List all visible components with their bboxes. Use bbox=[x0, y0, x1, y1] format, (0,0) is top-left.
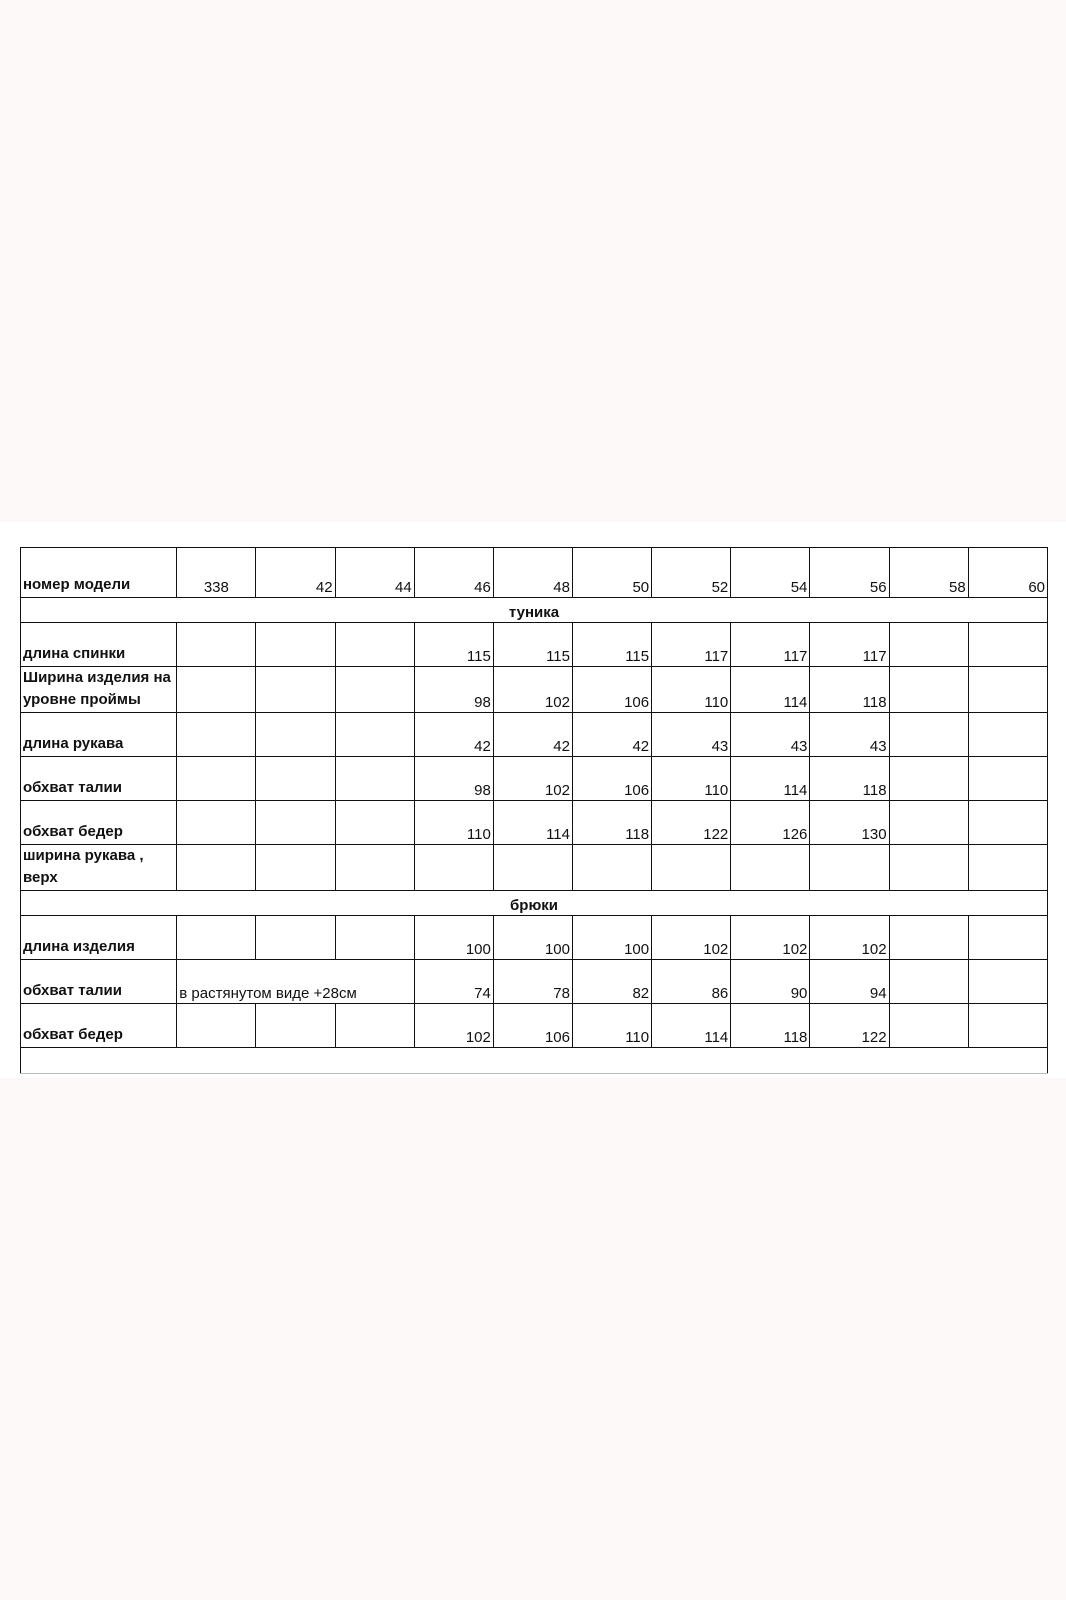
value-cell: 102 bbox=[493, 667, 572, 713]
value-cell: 114 bbox=[493, 801, 572, 845]
value-cell: 43 bbox=[652, 713, 731, 757]
size-cell: 60 bbox=[968, 548, 1047, 598]
size-cell: 48 bbox=[493, 548, 572, 598]
value-cell: 110 bbox=[652, 757, 731, 801]
value-cell: 43 bbox=[810, 713, 889, 757]
value-cell bbox=[256, 1004, 335, 1048]
value-cell: 126 bbox=[731, 801, 810, 845]
value-cell bbox=[968, 916, 1047, 960]
value-cell bbox=[493, 845, 572, 891]
table-row bbox=[21, 667, 1048, 713]
table-row bbox=[21, 960, 1048, 1004]
value-cell bbox=[177, 667, 256, 713]
value-cell: 130 bbox=[810, 801, 889, 845]
size-cell: 50 bbox=[572, 548, 651, 598]
section-title: туника bbox=[21, 598, 1048, 623]
value-cell: 114 bbox=[652, 1004, 731, 1048]
value-cell: 42 bbox=[414, 713, 493, 757]
value-cell bbox=[968, 1004, 1047, 1048]
value-cell bbox=[335, 667, 414, 713]
value-cell: 90 bbox=[731, 960, 810, 1004]
value-cell: 102 bbox=[810, 916, 889, 960]
value-cell: 102 bbox=[414, 1004, 493, 1048]
size-cell: 52 bbox=[652, 548, 731, 598]
section-title: брюки bbox=[21, 891, 1048, 916]
value-cell bbox=[256, 623, 335, 667]
value-cell: 100 bbox=[572, 916, 651, 960]
value-cell: 115 bbox=[414, 623, 493, 667]
value-cell: 78 bbox=[493, 960, 572, 1004]
value-cell bbox=[889, 845, 968, 891]
table-row bbox=[21, 1004, 1048, 1048]
value-cell: 114 bbox=[731, 757, 810, 801]
size-cell: 46 bbox=[414, 548, 493, 598]
value-cell bbox=[889, 713, 968, 757]
value-cell bbox=[177, 916, 256, 960]
header-row bbox=[21, 548, 1048, 598]
value-cell: 110 bbox=[652, 667, 731, 713]
value-cell bbox=[256, 667, 335, 713]
value-cell: 106 bbox=[493, 1004, 572, 1048]
value-cell bbox=[256, 916, 335, 960]
row-label: обхват бедер bbox=[21, 1004, 177, 1048]
value-cell bbox=[335, 845, 414, 891]
row-label: длина изделия bbox=[21, 916, 177, 960]
value-cell: 110 bbox=[572, 1004, 651, 1048]
value-cell: 106 bbox=[572, 757, 651, 801]
value-cell bbox=[335, 757, 414, 801]
value-cell: 42 bbox=[493, 713, 572, 757]
value-cell bbox=[810, 845, 889, 891]
value-cell bbox=[968, 960, 1047, 1004]
row-label: обхват талии bbox=[21, 757, 177, 801]
value-cell bbox=[968, 757, 1047, 801]
table-body bbox=[21, 598, 1048, 1074]
value-cell bbox=[256, 801, 335, 845]
value-cell bbox=[652, 845, 731, 891]
size-cell: 54 bbox=[731, 548, 810, 598]
value-cell: 117 bbox=[731, 623, 810, 667]
row-note: в растянутом виде +28см bbox=[177, 960, 414, 1004]
value-cell bbox=[335, 916, 414, 960]
value-cell: 82 bbox=[572, 960, 651, 1004]
value-cell bbox=[177, 713, 256, 757]
value-cell: 100 bbox=[493, 916, 572, 960]
value-cell: 118 bbox=[810, 667, 889, 713]
value-cell bbox=[968, 667, 1047, 713]
value-cell: 106 bbox=[572, 667, 651, 713]
value-cell bbox=[572, 845, 651, 891]
row-label: длина рукава bbox=[21, 713, 177, 757]
value-cell bbox=[889, 757, 968, 801]
table-row bbox=[21, 845, 1048, 891]
value-cell bbox=[256, 757, 335, 801]
value-cell: 117 bbox=[810, 623, 889, 667]
value-cell bbox=[177, 757, 256, 801]
size-cell: 42 bbox=[256, 548, 335, 598]
value-cell bbox=[414, 845, 493, 891]
value-cell bbox=[889, 667, 968, 713]
value-cell bbox=[177, 801, 256, 845]
value-cell: 122 bbox=[810, 1004, 889, 1048]
value-cell bbox=[335, 1004, 414, 1048]
value-cell bbox=[335, 623, 414, 667]
size-table bbox=[20, 547, 1048, 1074]
value-cell bbox=[256, 713, 335, 757]
value-cell: 102 bbox=[731, 916, 810, 960]
value-cell: 98 bbox=[414, 757, 493, 801]
value-cell bbox=[889, 623, 968, 667]
table-row bbox=[21, 757, 1048, 801]
table-row bbox=[21, 623, 1048, 667]
table-row bbox=[21, 916, 1048, 960]
value-cell: 115 bbox=[572, 623, 651, 667]
value-cell bbox=[889, 916, 968, 960]
size-chart-sheet bbox=[0, 522, 1066, 1078]
value-cell bbox=[177, 1004, 256, 1048]
row-label: обхват бедер bbox=[21, 801, 177, 845]
row-label: обхват талии bbox=[21, 960, 177, 1004]
value-cell: 114 bbox=[731, 667, 810, 713]
value-cell: 115 bbox=[493, 623, 572, 667]
value-cell: 102 bbox=[652, 916, 731, 960]
value-cell bbox=[968, 713, 1047, 757]
value-cell bbox=[968, 623, 1047, 667]
value-cell: 118 bbox=[810, 757, 889, 801]
value-cell bbox=[889, 960, 968, 1004]
value-cell: 94 bbox=[810, 960, 889, 1004]
table-row bbox=[21, 713, 1048, 757]
value-cell: 102 bbox=[493, 757, 572, 801]
size-cell: 58 bbox=[889, 548, 968, 598]
value-cell bbox=[177, 845, 256, 891]
value-cell: 42 bbox=[572, 713, 651, 757]
value-cell: 117 bbox=[652, 623, 731, 667]
value-cell: 110 bbox=[414, 801, 493, 845]
value-cell bbox=[889, 801, 968, 845]
value-cell bbox=[256, 845, 335, 891]
section-row bbox=[21, 891, 1048, 916]
table-row bbox=[21, 801, 1048, 845]
value-cell: 43 bbox=[731, 713, 810, 757]
value-cell bbox=[968, 845, 1047, 891]
value-cell: 118 bbox=[572, 801, 651, 845]
row-label: ширина рукава , верх bbox=[21, 845, 177, 891]
value-cell bbox=[335, 713, 414, 757]
value-cell bbox=[731, 845, 810, 891]
value-cell: 98 bbox=[414, 667, 493, 713]
value-cell: 122 bbox=[652, 801, 731, 845]
value-cell: 100 bbox=[414, 916, 493, 960]
value-cell: 118 bbox=[731, 1004, 810, 1048]
value-cell bbox=[177, 623, 256, 667]
row-label: Ширина изделия на уровне проймы bbox=[21, 667, 177, 713]
value-cell: 74 bbox=[414, 960, 493, 1004]
size-cell: 44 bbox=[335, 548, 414, 598]
model-label: номер модели bbox=[21, 548, 177, 598]
section-row bbox=[21, 598, 1048, 623]
empty-cell bbox=[21, 1048, 1048, 1074]
value-cell bbox=[889, 1004, 968, 1048]
model-number: 338 bbox=[177, 548, 256, 598]
size-cell: 56 bbox=[810, 548, 889, 598]
empty-row bbox=[21, 1048, 1048, 1074]
value-cell bbox=[968, 801, 1047, 845]
value-cell: 86 bbox=[652, 960, 731, 1004]
value-cell bbox=[335, 801, 414, 845]
row-label: длина спинки bbox=[21, 623, 177, 667]
